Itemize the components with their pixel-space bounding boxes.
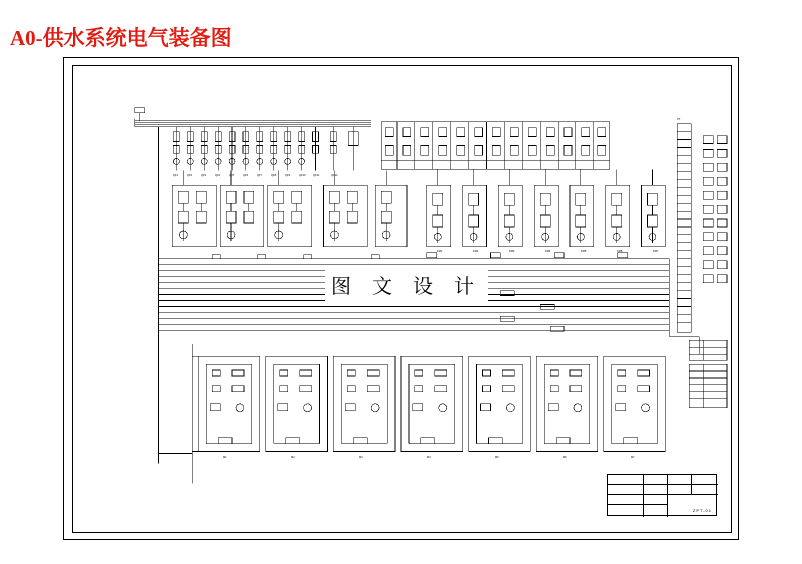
label-m4: M4: [427, 456, 431, 459]
label-qf4: QF4: [215, 174, 221, 177]
label-km4: KM4: [545, 250, 551, 253]
title-block-cell: [692, 475, 718, 485]
label-m6: M6: [563, 456, 567, 459]
label-km2: KM2: [473, 250, 479, 253]
label-km6: KM6: [617, 250, 623, 253]
sheet-code: ZPT-01: [692, 508, 712, 513]
label-qf3: QF3: [201, 174, 207, 177]
label-m2: M2: [291, 456, 295, 459]
label-m7: M7: [631, 456, 635, 459]
title-block-cell: [608, 485, 644, 495]
label-km5: KM5: [581, 250, 587, 253]
title-block-cell: [644, 475, 668, 485]
label-km3: KM3: [509, 250, 515, 253]
label-m3: M3: [359, 456, 363, 459]
title-block-cell: [668, 495, 718, 517]
label-qf9: QF9: [285, 174, 291, 177]
label-km7: KM7: [653, 250, 659, 253]
label-qf6: QF6: [243, 174, 249, 177]
title-block-cell: [644, 485, 668, 495]
title-block-cell: [692, 485, 718, 495]
title-block-cell: [608, 475, 644, 485]
title-block-cell: [608, 505, 644, 517]
label-m1: M1: [223, 456, 227, 459]
label-qf7: QF7: [257, 174, 263, 177]
title-block: [607, 474, 717, 516]
title-block-cell: [644, 495, 668, 505]
label-qf1: QF1: [173, 174, 179, 177]
label-km1: KM1: [437, 250, 443, 253]
title-block-cell: [644, 505, 668, 517]
label-qf5: QF5: [229, 174, 235, 177]
page-title: A0-供水系统电气装备图: [10, 26, 232, 50]
label-qf10: QF10: [299, 174, 306, 177]
watermark-text: 图 文 设 计: [325, 268, 488, 301]
label-terminal-strip: XT: [677, 118, 681, 121]
label-m5: M5: [495, 456, 499, 459]
title-block-cell: [668, 485, 692, 495]
title-block-cell: [668, 475, 692, 485]
label-qf2: QF2: [187, 174, 193, 177]
label-qf8: QF8: [271, 174, 277, 177]
label-qf11: QF11: [313, 174, 320, 177]
label-qf12: QF12: [331, 174, 338, 177]
title-block-cell: [608, 495, 644, 505]
